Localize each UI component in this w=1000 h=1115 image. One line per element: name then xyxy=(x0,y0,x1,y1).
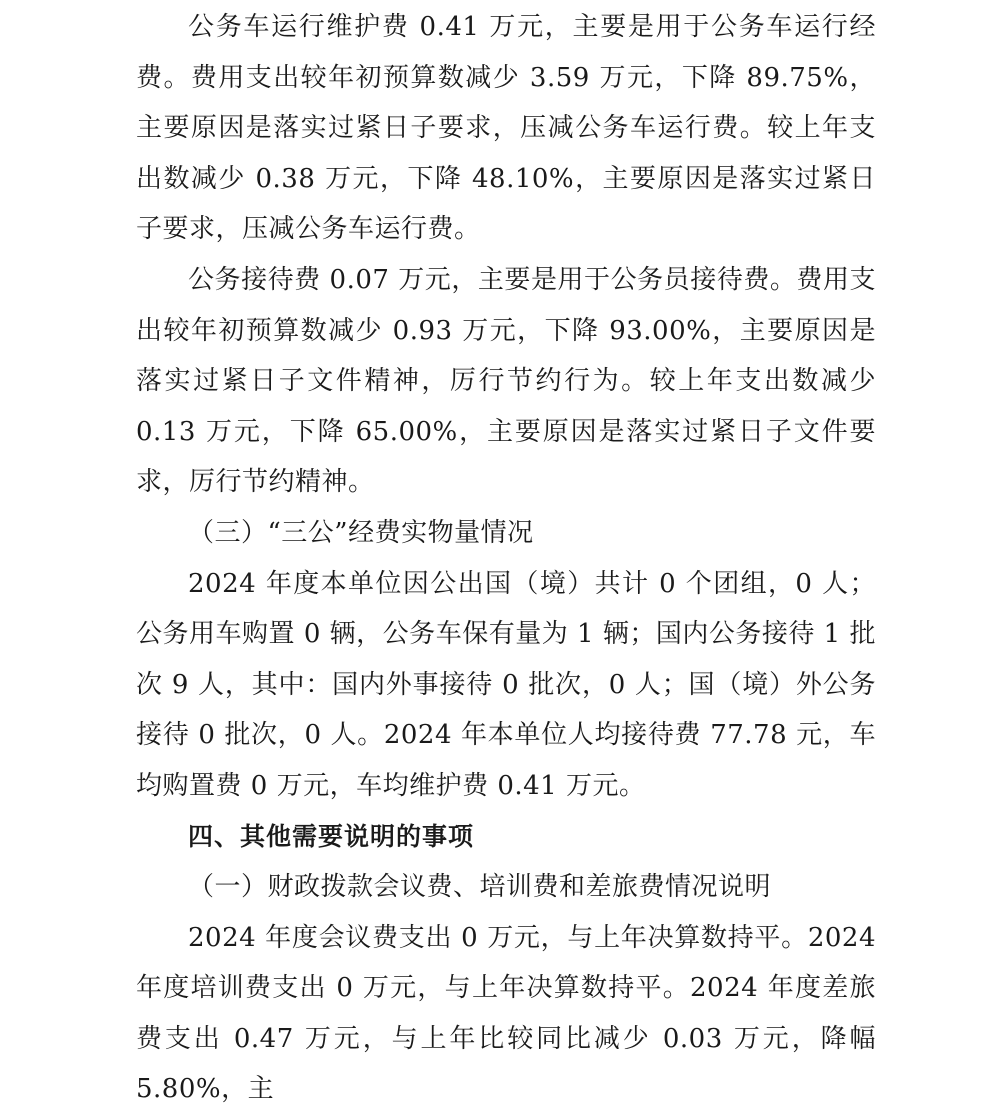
heading-other-matters: 四、其他需要说明的事项 xyxy=(188,821,475,851)
paragraph-quantities: 2024 年度本单位因公出国（境）共计 0 个团组，0 人；公务用车购置 0 辆，公务车保有量为 1 辆；国内公务接待 1 批次 9 人，其中：国内外事接待 0 批次，0 人；国（境）外公务接待 0 批次，0 人。2024 年本单位人均接待费 77.78 元，车均购置费 0 万元，车均维护费 0.41 万元。 xyxy=(136,568,876,801)
paragraph-meeting-training-travel: 2024 年度会议费支出 0 万元，与上年决算数持平。2024 年度培训费支出 0 万元，与上年决算数持平。2024 年度差旅费支出 0.47 万元，与上年比较同比减少 0.03 万元，降幅 5.80%，主 xyxy=(136,922,876,1105)
document-page xyxy=(136,0,876,1115)
subheading-three-public-quantities: （三）“三公”经费实物量情况 xyxy=(188,517,534,548)
subheading-meeting-training-travel: （一）财政拨款会议费、培训费和差旅费情况说明 xyxy=(188,872,772,903)
paragraph-reception-fee: 公务接待费 0.07 万元，主要是用于公务员接待费。费用支出较年初预算数减少 0.93 万元，下降 93.00%，主要原因是落实过紧日子文件精神，厉行节约行为。较上年支出数减少 0.13 万元，下降 65.00%，主要原因是落实过紧日子文件要求，厉行节约精神。 xyxy=(136,264,876,498)
paragraph-vehicle-maintenance: 公务车运行维护费 0.41 万元，主要是用于公务车运行经费。费用支出较年初预算数减少 3.59 万元，下降 89.75%，主要原因是落实过紧日子要求，压减公务车运行费。较上年支出数减少 0.38 万元，下降 48.10%，主要原因是落实过紧日子要求，压减公务车运行费。 xyxy=(136,12,876,245)
